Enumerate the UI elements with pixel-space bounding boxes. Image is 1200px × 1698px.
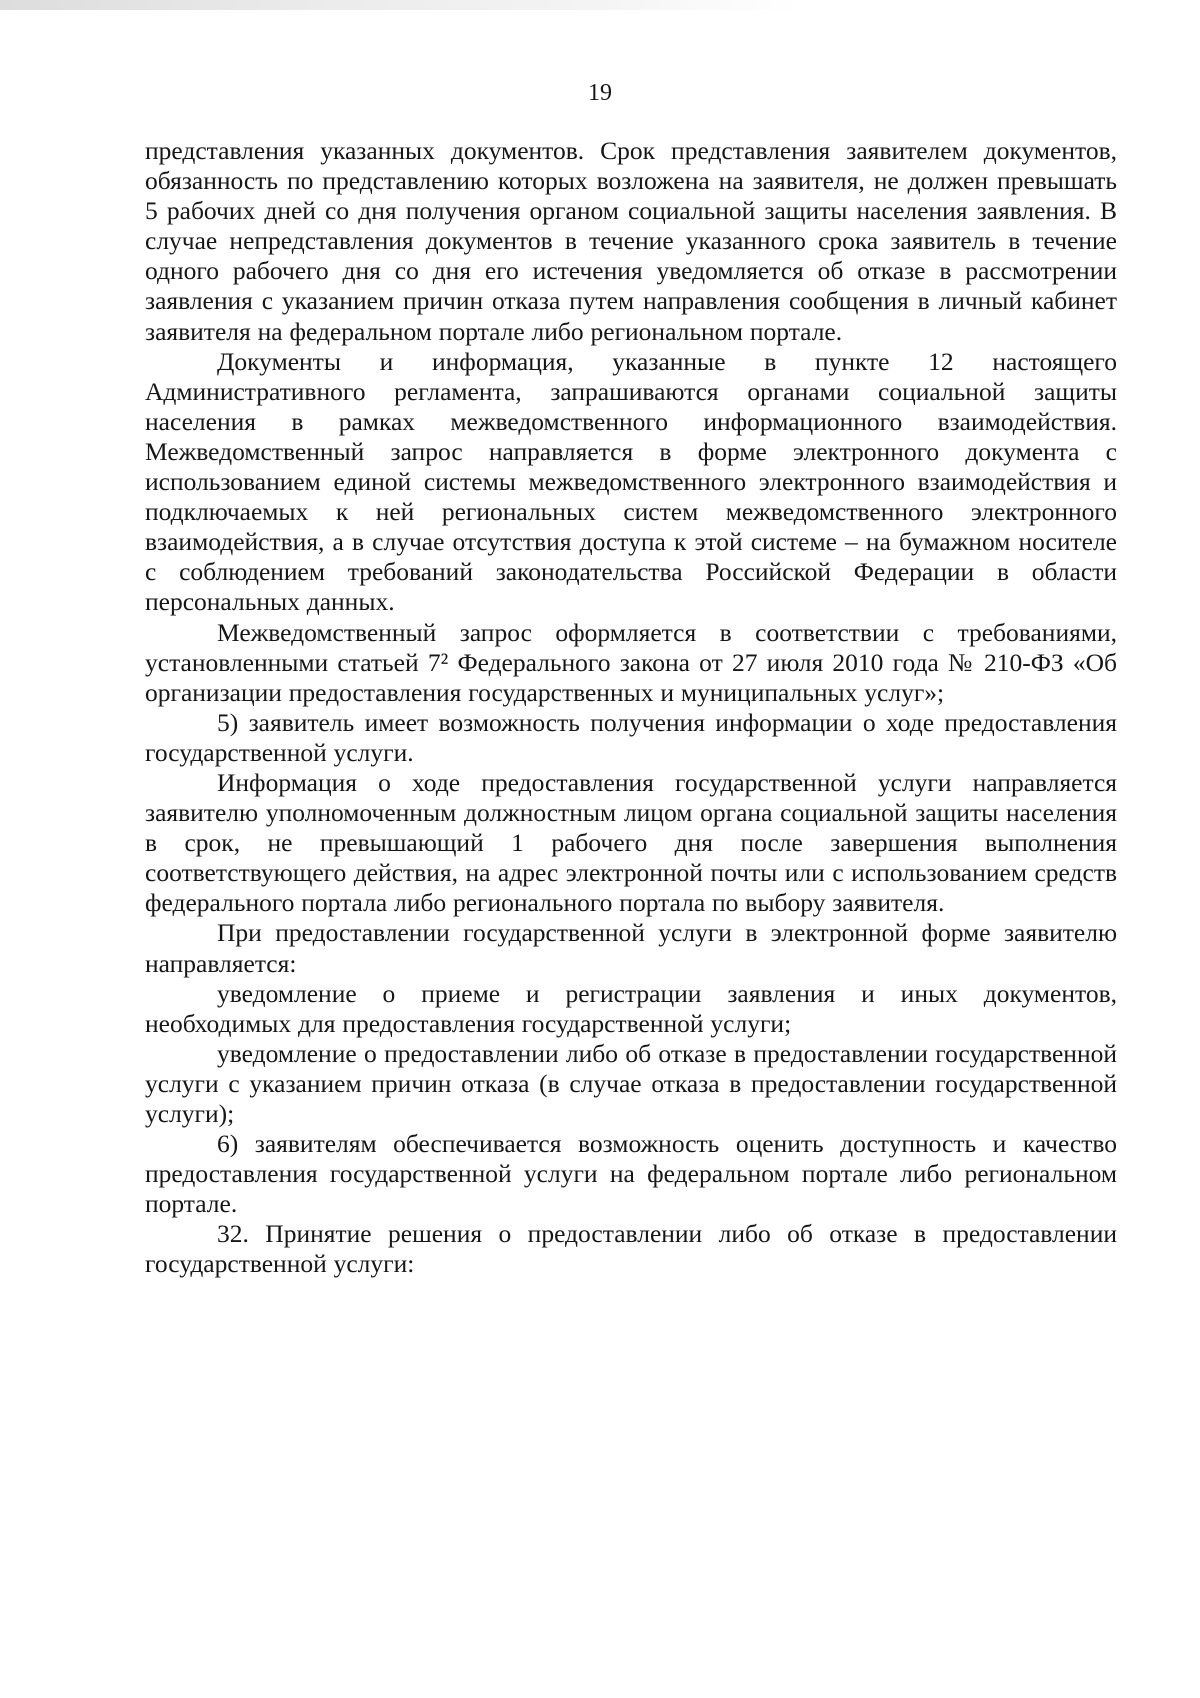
paragraph-interagency-request: Межведомственный запрос оформляется в соответствии с требованиями, установленными статьей 7² Федерального закона от 27 июля 2010 года № 210-ФЗ «Об организации предоставления государственных и муниципальных услуг»; [145,617,1117,707]
document-body [145,136,1117,1280]
paragraph-progress-info: Информация о ходе предоставления государственной услуги направляется заявителю уполномоченным должностным лицом органа социальной защиты населения в срок, не превышающий 1 рабочего дня после завершения выполнения соответствующего действия, на адрес электронной почты или с использованием средств федерального портала либо регионального портала по выбору заявителя. [145,767,1117,918]
paragraph-notice-receipt: уведомление о приеме и регистрации заявления и иных документов, необходимых для предоставления государственной услуги; [145,978,1117,1038]
paragraph-continuation: представления указанных документов. Срок представления заявителем документов, обязанность по представлению которых возложена на заявителя, не должен превышать 5 рабочих дней со дня получения органом социальной защиты населения заявления. В случае непредставления документов в течение указанного срока заявитель в течение одного рабочего дня со дня его истечения уведомляется об отказе в рассмотрении заявления с указанием причин отказа путем направления сообщения в личный кабинет заявителя на федеральном портале либо региональном портале. [145,136,1117,346]
paragraph-item-5: 5) заявитель имеет возможность получения информации о ходе предоставления государственной услуги. [145,707,1117,767]
scan-edge-shadow [0,0,800,10]
paragraph-item-6: 6) заявителям обеспечивается возможность оценить доступность и качество предоставления государственной услуги на федеральном портале либо региональном портале. [145,1129,1117,1219]
paragraph-documents-info: Документы и информация, указанные в пункте 12 настоящего Административного регламента, запрашиваются органами социальной защиты населения в рамках межведомственного информационного взаимодействия. Межведомственный запрос направляется в форме электронного документа с использованием единой системы межведомственного электронного взаимодействия и подключаемых к ней региональных систем межведомственного электронного взаимодействия, а в случае отсутствия доступа к этой системе – на бумажном носителе с соблюдением требований законодательства Российской Федерации в области персональных данных. [145,346,1117,617]
paragraph-notice-decision: уведомление о предоставлении либо об отказе в предоставлении государственной услуги с указанием причин отказа (в случае отказа в предоставлении государственной услуги); [145,1038,1117,1128]
paragraph-electronic-form: При предоставлении государственной услуги в электронной форме заявителю направляется: [145,918,1117,978]
paragraph-section-32: 32. Принятие решения о предоставлении либо об отказе в предоставлении государственной услуги: [145,1219,1117,1279]
page-number: 19 [588,80,612,106]
